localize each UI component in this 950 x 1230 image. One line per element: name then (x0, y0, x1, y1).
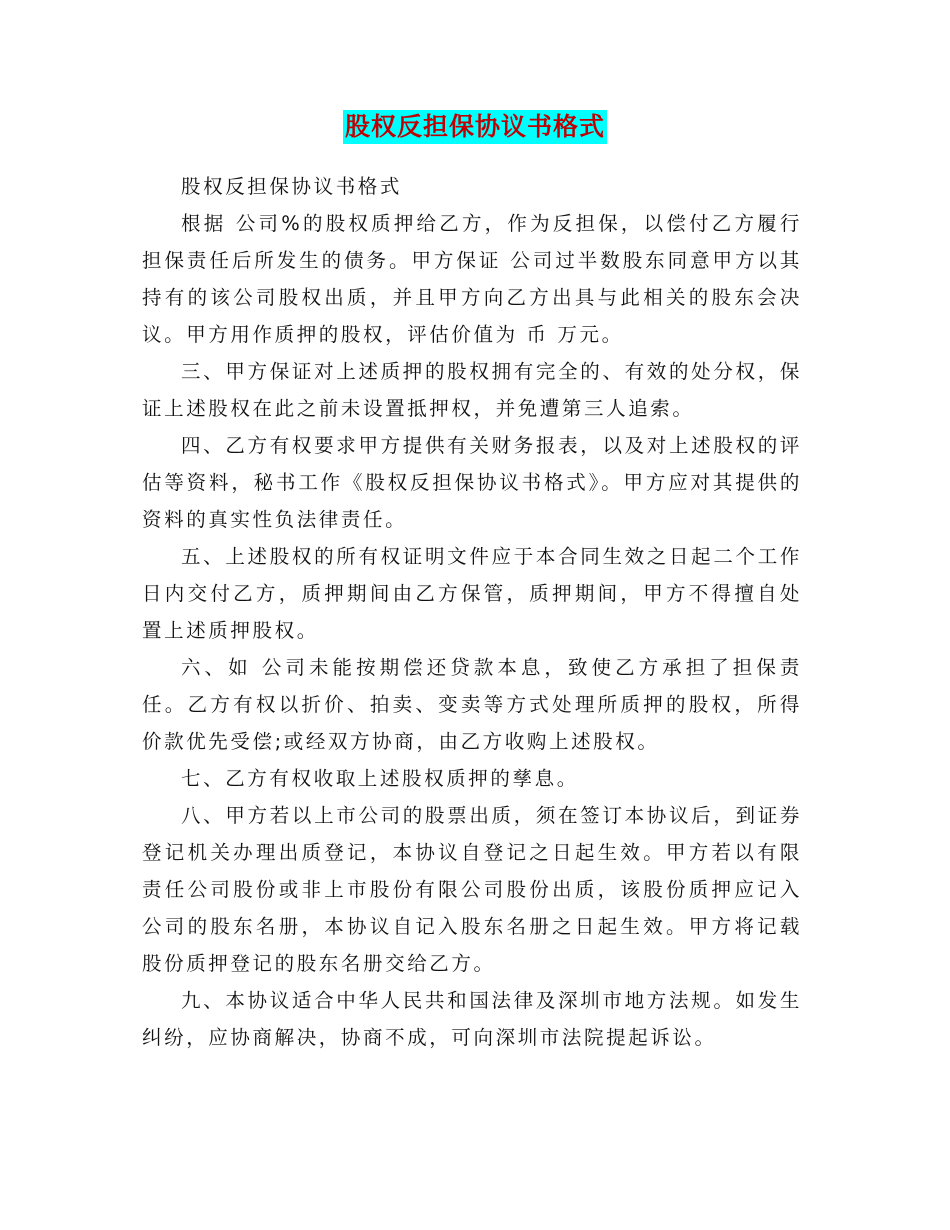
paragraph-clause-6: 六、如 公司未能按期偿还贷款本息，致使乙方承担了担保责任。乙方有权以折价、拍卖、变卖等方式处理所质押的股权，所得价款优先受偿;或经双方协商，由乙方收购上述股权。 (142, 656, 802, 753)
paragraph-clause-4: 四、乙方有权要求甲方提供有关财务报表，以及对上述股权的评估等资料，秘书工作《股权反担保协议书格式》。甲方应对其提供的资料的真实性负法律责任。 (142, 434, 802, 531)
paragraph-clause-8: 八、甲方若以上市公司的股票出质，须在签订本协议后，到证券登记机关办理出质登记，本协议自登记之日起生效。甲方若以有限责任公司股份或非上市股份有限公司股份出质，该股份质押应记入公司的股东名册，本协议自记入股东名册之日起生效。甲方将记载股份质押登记的股东名册交给乙方。 (142, 804, 802, 975)
paragraph-clause-7: 七、乙方有权收取上述股权质押的孳息。 (181, 767, 579, 790)
paragraph-clause-9: 九、本协议适合中华人民共和国法律及深圳市地方法规。如发生纠纷，应协商解决，协商不成，可向深圳市法院提起诉讼。 (142, 989, 802, 1049)
paragraph-clause-5: 五、上述股权的所有权证明文件应于本合同生效之日起二个工作日内交付乙方，质押期间由乙方保管，质押期间，甲方不得擅自处置上述质押股权。 (142, 545, 802, 642)
paragraph-heading: 股权反担保协议书格式 (181, 175, 403, 198)
document-title: 股权反担保协议书格式 (343, 110, 607, 144)
paragraph-pledge: 根据 公司%的股权质押给乙方，作为反担保，以偿付乙方履行担保责任后所发生的债务。甲方保证 公司过半数股东同意甲方以其持有的该公司股权出质，并且甲方向乙方出具与此相关的股东会决议。甲方用作质押的股权，评估价值为 币 万元。 (142, 212, 802, 346)
title-container (0, 110, 950, 144)
document-body (142, 168, 802, 1056)
paragraph-clause-3: 三、甲方保证对上述质押的股权拥有完全的、有效的处分权，保证上述股权在此之前未设置抵押权，并免遭第三人追索。 (142, 360, 802, 420)
